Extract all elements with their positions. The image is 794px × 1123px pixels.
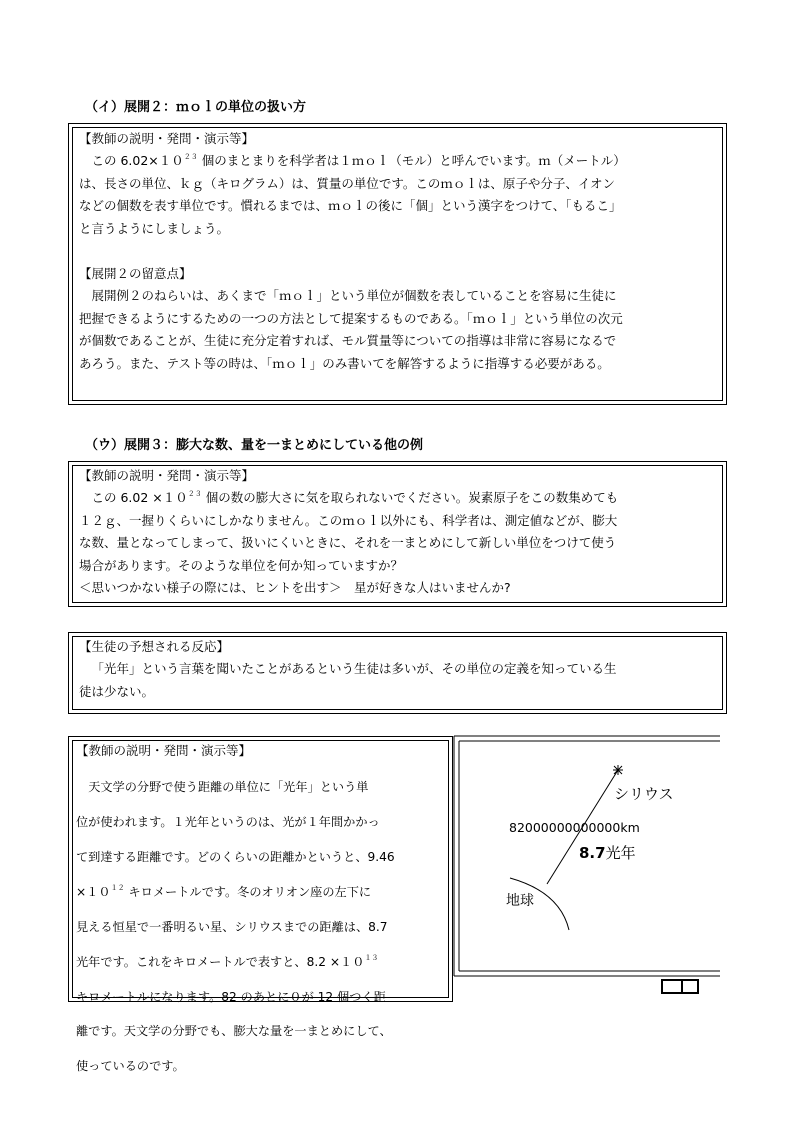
notes-paragraph: 展開例２のねらいは、あくまで「ｍｏｌ」という単位が個数を表していることを容易に生徒に 把握できるようにするための一つの方法として提案するものである。「ｍｏｌ」という単位の次元 が個数であることが、生徒に充分定着すれば、モル質量等についての指導は非常に容易になるで あろう。また、テスト等の時は、「ｍｏｌ」のみ書いてを解答するように指導する必要がある。 [79, 288, 623, 371]
sirius-label: シリウス [614, 785, 674, 803]
blackboard-diagram [452, 732, 724, 998]
chalk-tray [662, 980, 698, 993]
light-year-paragraph: 天文学の分野で使う距離の単位に「光年」という単 位が使われます。１光年というのは、光が１年間かかっ て到達する距離です。どのくらいの距離かというと、9.46 $\times 10^{12}$ キロメートルです。冬のオリオン座の左下に 見える恒星で一番明るい星、シリウスまでの距離は、8.7 光年です。これをキロメートルで表すと、$8.2 \times 10^{13}$ キロメートルになります。82 のあとに０が 12 個つく距 離です。天文学の分野でも、膨大な量を一まとめにして、 使っているのです。 [76, 780, 395, 1074]
distance-ly-number: 8.7 [579, 844, 606, 862]
reaction-label: 【生徒の予想される反応】 [79, 639, 230, 654]
hint-line: ＜思いつかない様子の際には、ヒントを出す＞ 星が好きな人はいませんか? [79, 580, 511, 595]
distance-ly-unit: 光年 [605, 844, 636, 862]
teacher-explanation-u: この $6.02 \times 10^{23}$ 個の数の膨大さに気を取られないでください。炭素原子をこの数集めても １２ｇ、一握りくらいにしかなりません。このｍｏｌ以外にも、科学者は、測定値などが、膨大 な数、量となってしまって、扱いにくいときに、それを一まとめにして新しい単位をつけて使う 場合があります。そのような単位を何か知っていますか？ ＜思いつかない様子の際には、ヒントを出す＞ 星が好きな人はいませんか? [79, 487, 719, 600]
distance-km-label: 82000000000000km [509, 820, 640, 835]
teacher-label: 【教師の説明・発問・演示等】 [79, 131, 255, 146]
distance-ly-label [579, 844, 636, 862]
earth-label: 地球 [506, 893, 534, 909]
section-heading-u: （ウ）展開３：膨大な数、量を一まとめにしている他の例 [85, 438, 424, 453]
teacher-label: 【教師の説明・発問・演示等】 [76, 743, 252, 758]
star-icon [613, 765, 623, 775]
reaction-paragraph: 「光年」という言葉を聞いたことがあるという生徒は多いが、その単位の定義を知っている生 徒は少ない。 [79, 661, 617, 699]
teacher-label: 【教師の説明・発問・演示等】 [79, 468, 255, 483]
teacher-explanation-i: この $6.02\times 10^{23}$ 個のまとまりを科学者は１ｍｏｌ（モル）と呼んでいます。ｍ（メートル） は、長さの単位、ｋｇ（キログラム）は、質量の単位です。このｍｏｌは、原子や分子、イオン などの個数を表す単位です。慣れるまでは、ｍｏｌの後に「個」という漢字をつけて、「もるこ」 と言うようにしましょう。 [79, 153, 626, 236]
notes-label: 【展開２の留意点】 [79, 266, 192, 281]
section-heading-i: （イ）展開２：ｍｏｌの単位の扱い方 [85, 100, 307, 115]
